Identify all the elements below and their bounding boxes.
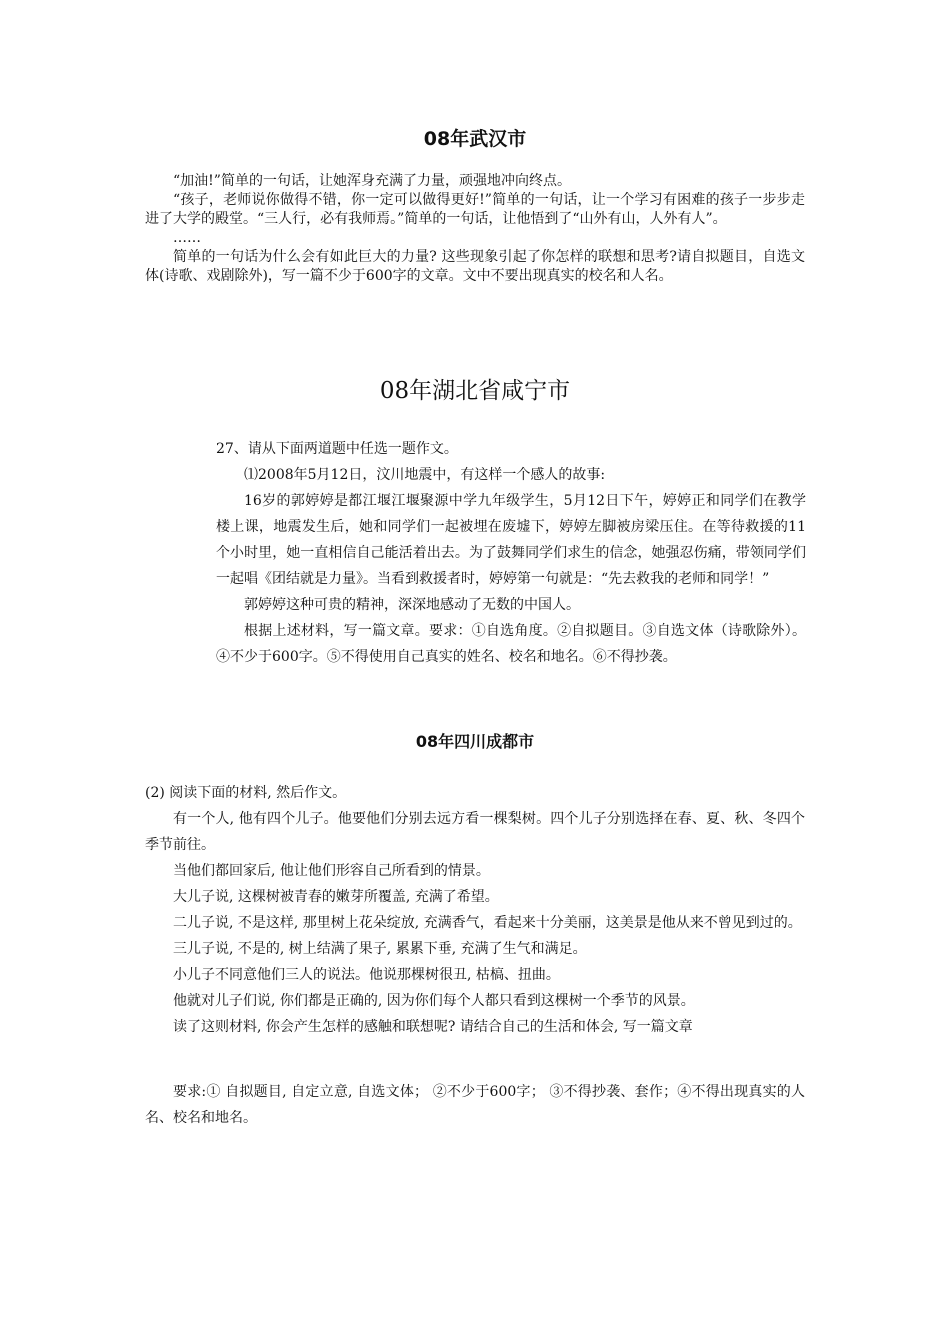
section-body-chengdu bbox=[145, 780, 805, 1040]
question-label: 27、请从下面两道题中任选一题作文。 bbox=[216, 441, 458, 457]
requirements-block bbox=[145, 1079, 805, 1131]
paragraph: 小儿子不同意他们三人的说法。他说那棵树很丑, 枯槁、扭曲。 bbox=[173, 967, 560, 983]
paragraph: 郭婷婷这种可贵的精神，深深地感动了无数的中国人。 bbox=[244, 597, 580, 613]
paragraph: 大儿子说, 这棵树被青春的嫩芽所覆盖, 充满了希望。 bbox=[173, 889, 499, 905]
question-label: (2) 阅读下面的材料, 然后作文。 bbox=[145, 785, 347, 801]
paragraph: …… bbox=[173, 230, 201, 246]
paragraph: 16岁的郭婷婷是都江堰江堰聚源中学九年级学生，5月12日下午，婷婷正和同学们在教学楼上课，地震发生后，她和同学们一起被埋在废墟下，婷婷左脚被房梁压住。在等待救援的11个小时里，她一直相信自己能活着出去。为了鼓舞同学们求生的信念，她强忍伤痛，带领同学们一起唱《团结就是力量》。当看到救援者时，婷婷第一句就是：“先去救我的老师和同学！” bbox=[216, 493, 806, 587]
section-body-wuhan bbox=[145, 172, 805, 286]
paragraph: 有一个人, 他有四个儿子。他要他们分别去远方看一棵梨树。四个儿子分别选择在春、夏、秋、冬四个季节前往。 bbox=[145, 811, 805, 853]
paragraph: “加油!”简单的一句话，让她浑身充满了力量，顽强地冲向终点。 bbox=[173, 173, 571, 189]
paragraph: 他就对儿子们说, 你们都是正确的, 因为你们每个人都只看到这棵树一个季节的风景。 bbox=[173, 993, 695, 1009]
paragraph: 二儿子说, 不是这样, 那里树上花朵绽放, 充满香气，看起来十分美丽，这美景是他从来不曾见到过的。 bbox=[173, 915, 802, 931]
requirements-text: 要求:① 自拟题目, 自定立意, 自选文体； ②不少于600字； ③不得抄袭、套作；④不得出现真实的人名、校名和地名。 bbox=[145, 1084, 805, 1126]
section-body-xianning bbox=[216, 436, 806, 670]
paragraph: 根据上述材料，写一篇文章。要求：①自选角度。②自拟题目。③自选文体（诗歌除外）。④不少于600字。⑤不得使用自己真实的姓名、校名和地名。⑥不得抄袭。 bbox=[216, 623, 806, 665]
paragraph: 简单的一句话为什么会有如此巨大的力量? 这些现象引起了你怎样的联想和思考?请自拟题目，自选文体(诗歌、戏剧除外)，写一篇不少于600字的文章。文中不要出现真实的校名和人名。 bbox=[145, 249, 805, 284]
section-title-chengdu: 08年四川成都市 bbox=[415, 732, 535, 751]
paragraph: 当他们都回家后, 他让他们形容自己所看到的情景。 bbox=[173, 863, 490, 879]
paragraph: ⑴2008年5月12日，汶川地震中，有这样一个感人的故事: bbox=[244, 467, 606, 483]
section-title-wuhan: 08年武汉市 bbox=[423, 128, 527, 150]
paragraph: 读了这则材料, 你会产生怎样的感触和联想呢? 请结合自己的生活和体会, 写一篇文章 bbox=[173, 1019, 693, 1035]
paragraph: 三儿子说, 不是的, 树上结满了果子, 累累下垂, 充满了生气和满足。 bbox=[173, 941, 587, 957]
section-title-xianning: 08年湖北省咸宁市 bbox=[379, 378, 571, 404]
paragraph: “孩子，老师说你做得不错，你一定可以做得更好!”简单的一句话，让一个学习有困难的孩子一步步走进了大学的殿堂。“三人行，必有我师焉。”简单的一句话，让他悟到了“山外有山，人外有人”。 bbox=[145, 192, 805, 227]
